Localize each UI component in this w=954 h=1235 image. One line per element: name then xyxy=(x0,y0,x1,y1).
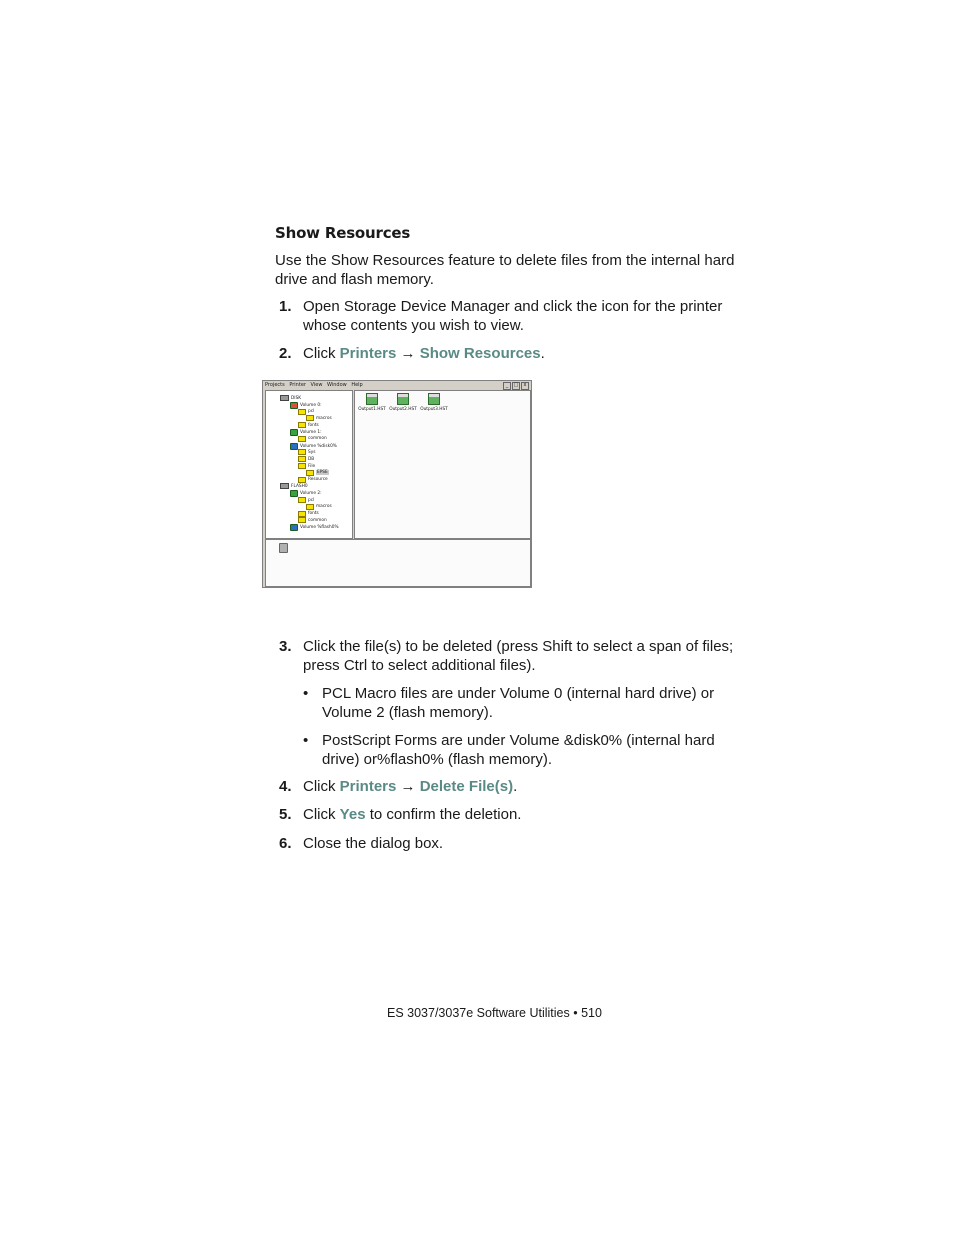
yes-link[interactable]: Yes xyxy=(339,806,366,823)
bullet-icon: • xyxy=(303,685,309,702)
section-heading: Show Resources xyxy=(275,224,411,242)
step-number: 3. xyxy=(279,638,292,655)
step-number: 5. xyxy=(279,806,292,823)
tree-item-label: Resource xyxy=(308,477,328,483)
tree-item[interactable] xyxy=(298,409,314,415)
tree-item[interactable] xyxy=(298,456,314,462)
volume-icon xyxy=(290,402,298,409)
tree-item[interactable] xyxy=(298,463,315,469)
menu-bar xyxy=(265,382,529,389)
file-label: Output2.HST xyxy=(389,407,417,412)
file-icon xyxy=(397,393,409,405)
menu-projects[interactable]: Projects xyxy=(265,382,285,388)
tree-item[interactable] xyxy=(298,511,319,517)
folder-icon xyxy=(306,504,314,510)
step-number: 2. xyxy=(279,345,292,362)
tree-item[interactable] xyxy=(280,483,308,489)
step-number: 1. xyxy=(279,298,292,315)
resource-tree[interactable] xyxy=(265,390,353,539)
tree-item[interactable] xyxy=(298,497,314,503)
volume-icon xyxy=(290,443,298,450)
tree-item-label: Volume 2: xyxy=(300,491,322,497)
file-icon xyxy=(428,393,440,405)
folder-icon xyxy=(298,436,306,442)
disk-icon xyxy=(280,483,289,489)
tree-item[interactable] xyxy=(290,524,339,531)
step-text: Close the dialog box. xyxy=(303,835,444,852)
bullet-icon: • xyxy=(303,732,309,749)
tree-item[interactable] xyxy=(306,470,329,476)
show-resources-link[interactable]: Show Resources xyxy=(419,345,541,362)
tree-item[interactable] xyxy=(298,436,327,442)
folder-icon xyxy=(298,497,306,503)
file-item[interactable] xyxy=(388,393,418,412)
trash-icon xyxy=(279,543,288,553)
file-icon xyxy=(366,393,378,405)
file-list[interactable] xyxy=(354,390,531,539)
storage-device-manager-screenshot xyxy=(262,380,532,588)
menu-help[interactable]: Help xyxy=(351,382,363,388)
tree-item-label: File xyxy=(308,463,316,469)
tree-item-label: fonts xyxy=(308,422,319,428)
file-item[interactable] xyxy=(357,393,387,412)
folder-icon xyxy=(298,511,306,517)
printers-link[interactable]: Printers xyxy=(339,778,397,795)
file-item[interactable] xyxy=(419,393,449,412)
tree-item-label: pcl xyxy=(308,497,315,503)
tree-item-label: common xyxy=(308,517,327,523)
folder-icon xyxy=(298,456,306,462)
menu-view[interactable]: View xyxy=(310,382,323,388)
menu-window[interactable]: Window xyxy=(327,382,347,388)
tree-item-label: Sys xyxy=(308,449,316,455)
volume-icon xyxy=(290,490,298,497)
tree-item-label: fonts xyxy=(308,511,319,517)
tree-item-label: EPSE xyxy=(317,470,328,476)
delete-files-link[interactable]: Delete File(s) xyxy=(419,778,514,795)
folder-icon xyxy=(298,517,306,523)
tree-item[interactable] xyxy=(298,477,328,483)
tree-item-label: DB xyxy=(308,456,315,462)
menu-printer[interactable]: Printer xyxy=(289,382,306,388)
folder-icon xyxy=(298,422,306,428)
bullet-text: PCL Macro files are under Volume 0 (internal hard drive) or Volume 2 (flash memory). xyxy=(322,685,715,721)
tree-item[interactable] xyxy=(280,395,301,401)
folder-icon xyxy=(298,477,306,483)
step-text: Open Storage Device Manager and click the icon for the printer whose contents you wish to view. xyxy=(303,298,723,334)
tree-item-label: macros xyxy=(316,504,332,510)
tree-item-label: pcl xyxy=(308,409,315,415)
tree-item[interactable] xyxy=(306,504,332,510)
page-footer: ES 3037/3037e Software Utilities • 510 xyxy=(387,1006,602,1020)
folder-icon xyxy=(306,470,314,476)
close-button[interactable]: x xyxy=(521,382,529,390)
step-number: 4. xyxy=(279,778,292,795)
step-text: Click the file(s) to be deleted (press Shift to select a span of files; press Ctrl to select additional files). xyxy=(303,638,734,674)
tree-item-label: Volume 0: xyxy=(300,402,322,408)
folder-icon xyxy=(298,409,306,415)
file-label: Output3.HST xyxy=(420,407,448,412)
folder-icon xyxy=(298,449,306,455)
window-controls xyxy=(503,382,529,390)
tree-item[interactable] xyxy=(298,517,327,523)
tree-item[interactable] xyxy=(306,415,332,421)
tree-item-label: DISK xyxy=(291,395,302,401)
tree-item-label: Volume 1: xyxy=(300,430,322,435)
tree-item[interactable] xyxy=(298,449,316,455)
disk-icon xyxy=(280,395,289,401)
printers-link[interactable]: Printers xyxy=(339,345,397,362)
bullet-text: PostScript Forms are under Volume &disk0% (internal hard drive) or%flash0% (flash memory). xyxy=(322,732,715,768)
tree-item-label: macros xyxy=(316,415,332,421)
folder-icon xyxy=(298,463,306,469)
volume-icon xyxy=(290,429,298,436)
tree-item-label: FLASH0 xyxy=(291,483,308,489)
volume-icon xyxy=(290,524,298,531)
folder-icon xyxy=(306,415,314,421)
status-pane xyxy=(265,539,531,587)
intro-paragraph: Use the Show Resources feature to delete files from the internal hard drive and flash memory. xyxy=(275,252,735,288)
maximize-button[interactable]: □ xyxy=(513,382,519,388)
tree-item-label: common xyxy=(308,436,327,442)
step-number: 6. xyxy=(279,835,292,852)
minimize-button[interactable]: _ xyxy=(503,382,511,390)
tree-item-label: Volume %disk0% xyxy=(300,443,337,449)
file-label: Output1.HST xyxy=(358,407,386,412)
tree-item-label: Volume %flash0% xyxy=(300,525,339,531)
tree-item[interactable] xyxy=(298,422,319,428)
